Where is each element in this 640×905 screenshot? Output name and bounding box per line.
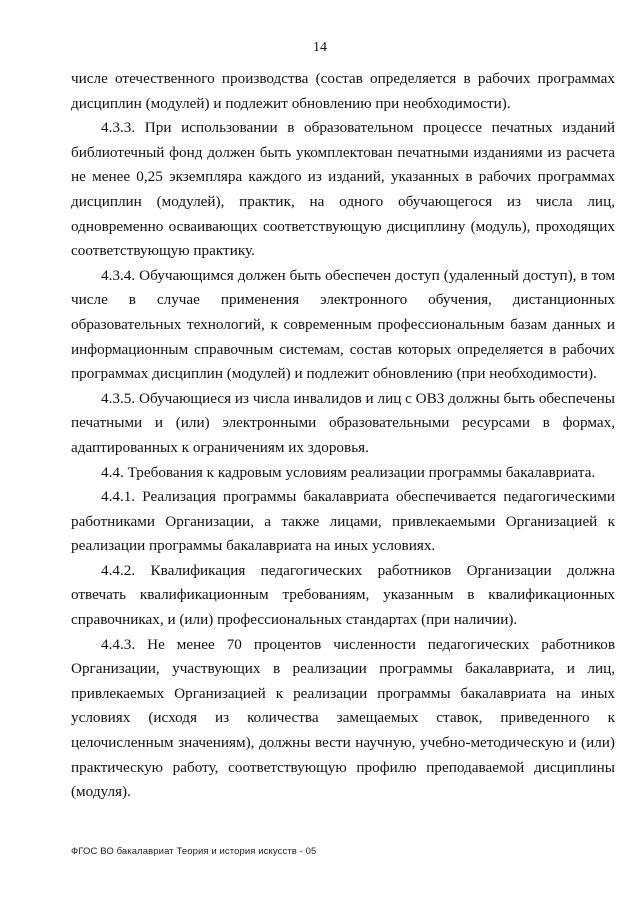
paragraph-4-4-1: 4.4.1. Реализация программы бакалавриата обеспечивается педагогическими работниками Организации, а также лицами, привлекаемыми Организацией к реализации программы бакалавриата на иных условиях. [71,488,615,555]
paragraph-continuation: числе отечественного производства (состав определяется в рабочих программах дисциплин (модулей) и подлежит обновлению при необходимости). [71,70,615,112]
paragraph-4-4-3: 4.4.3. Не менее 70 процентов численности педагогических работников Организации, участвующих в реализации программы бакалавриата, и лиц, привлекаемых Организацией к реализации программы бакалавриата на иных условиях (исходя из количества замещаемых ставок, приведенного к целочисленным значениям), должны вести научную, учебно-методическую и (или) практическую работу, соответствующую профилю преподаваемой дисциплины (модуля). [71,635,615,801]
paragraph-4-4: 4.4. Требования к кадровым условиям реализации программы бакалавриата. [101,463,596,481]
document-body [71,67,615,805]
paragraph-4-3-5: 4.3.5. Обучающиеся из числа инвалидов и лиц с ОВЗ должны быть обеспечены печатными и (или) электронными образовательными ресурсами в формах, адаптированных к ограничениям их здоровья. [71,389,615,456]
paragraph-4-4-2: 4.4.2. Квалификация педагогических работников Организации должна отвечать квалификационным требованиям, указанным в квалификационных справочниках, и (или) профессиональных стандартах (при наличии). [71,561,615,629]
paragraph-4-3-4: 4.3.4. Обучающимся должен быть обеспечен доступ (удаленный доступ), в том числе в случае применения электронного обучения, дистанционных образовательных технологий, к современным профессиональным базам данных и информационным справочным системам, состав которых определяется в рабочих программах дисциплин (модулей) и подлежит обновлению (при необходимости). [71,266,615,383]
page-number: 14 [313,40,327,55]
document-footer: ФГОС ВО бакалавриат Теория и история искусств - 05 [71,846,317,857]
paragraph-4-3-3: 4.3.3. При использовании в образовательном процессе печатных изданий библиотечный фонд должен быть укомплектован печатными изданиями из расчета не менее 0,25 экземпляра каждого из изданий, указанных в рабочих программах дисциплин (модулей), практик, на одного обучающегося из числа лиц, одновременно осваивающих соответствующую дисциплину (модуль), проходящих соответствующую практику. [71,119,615,260]
